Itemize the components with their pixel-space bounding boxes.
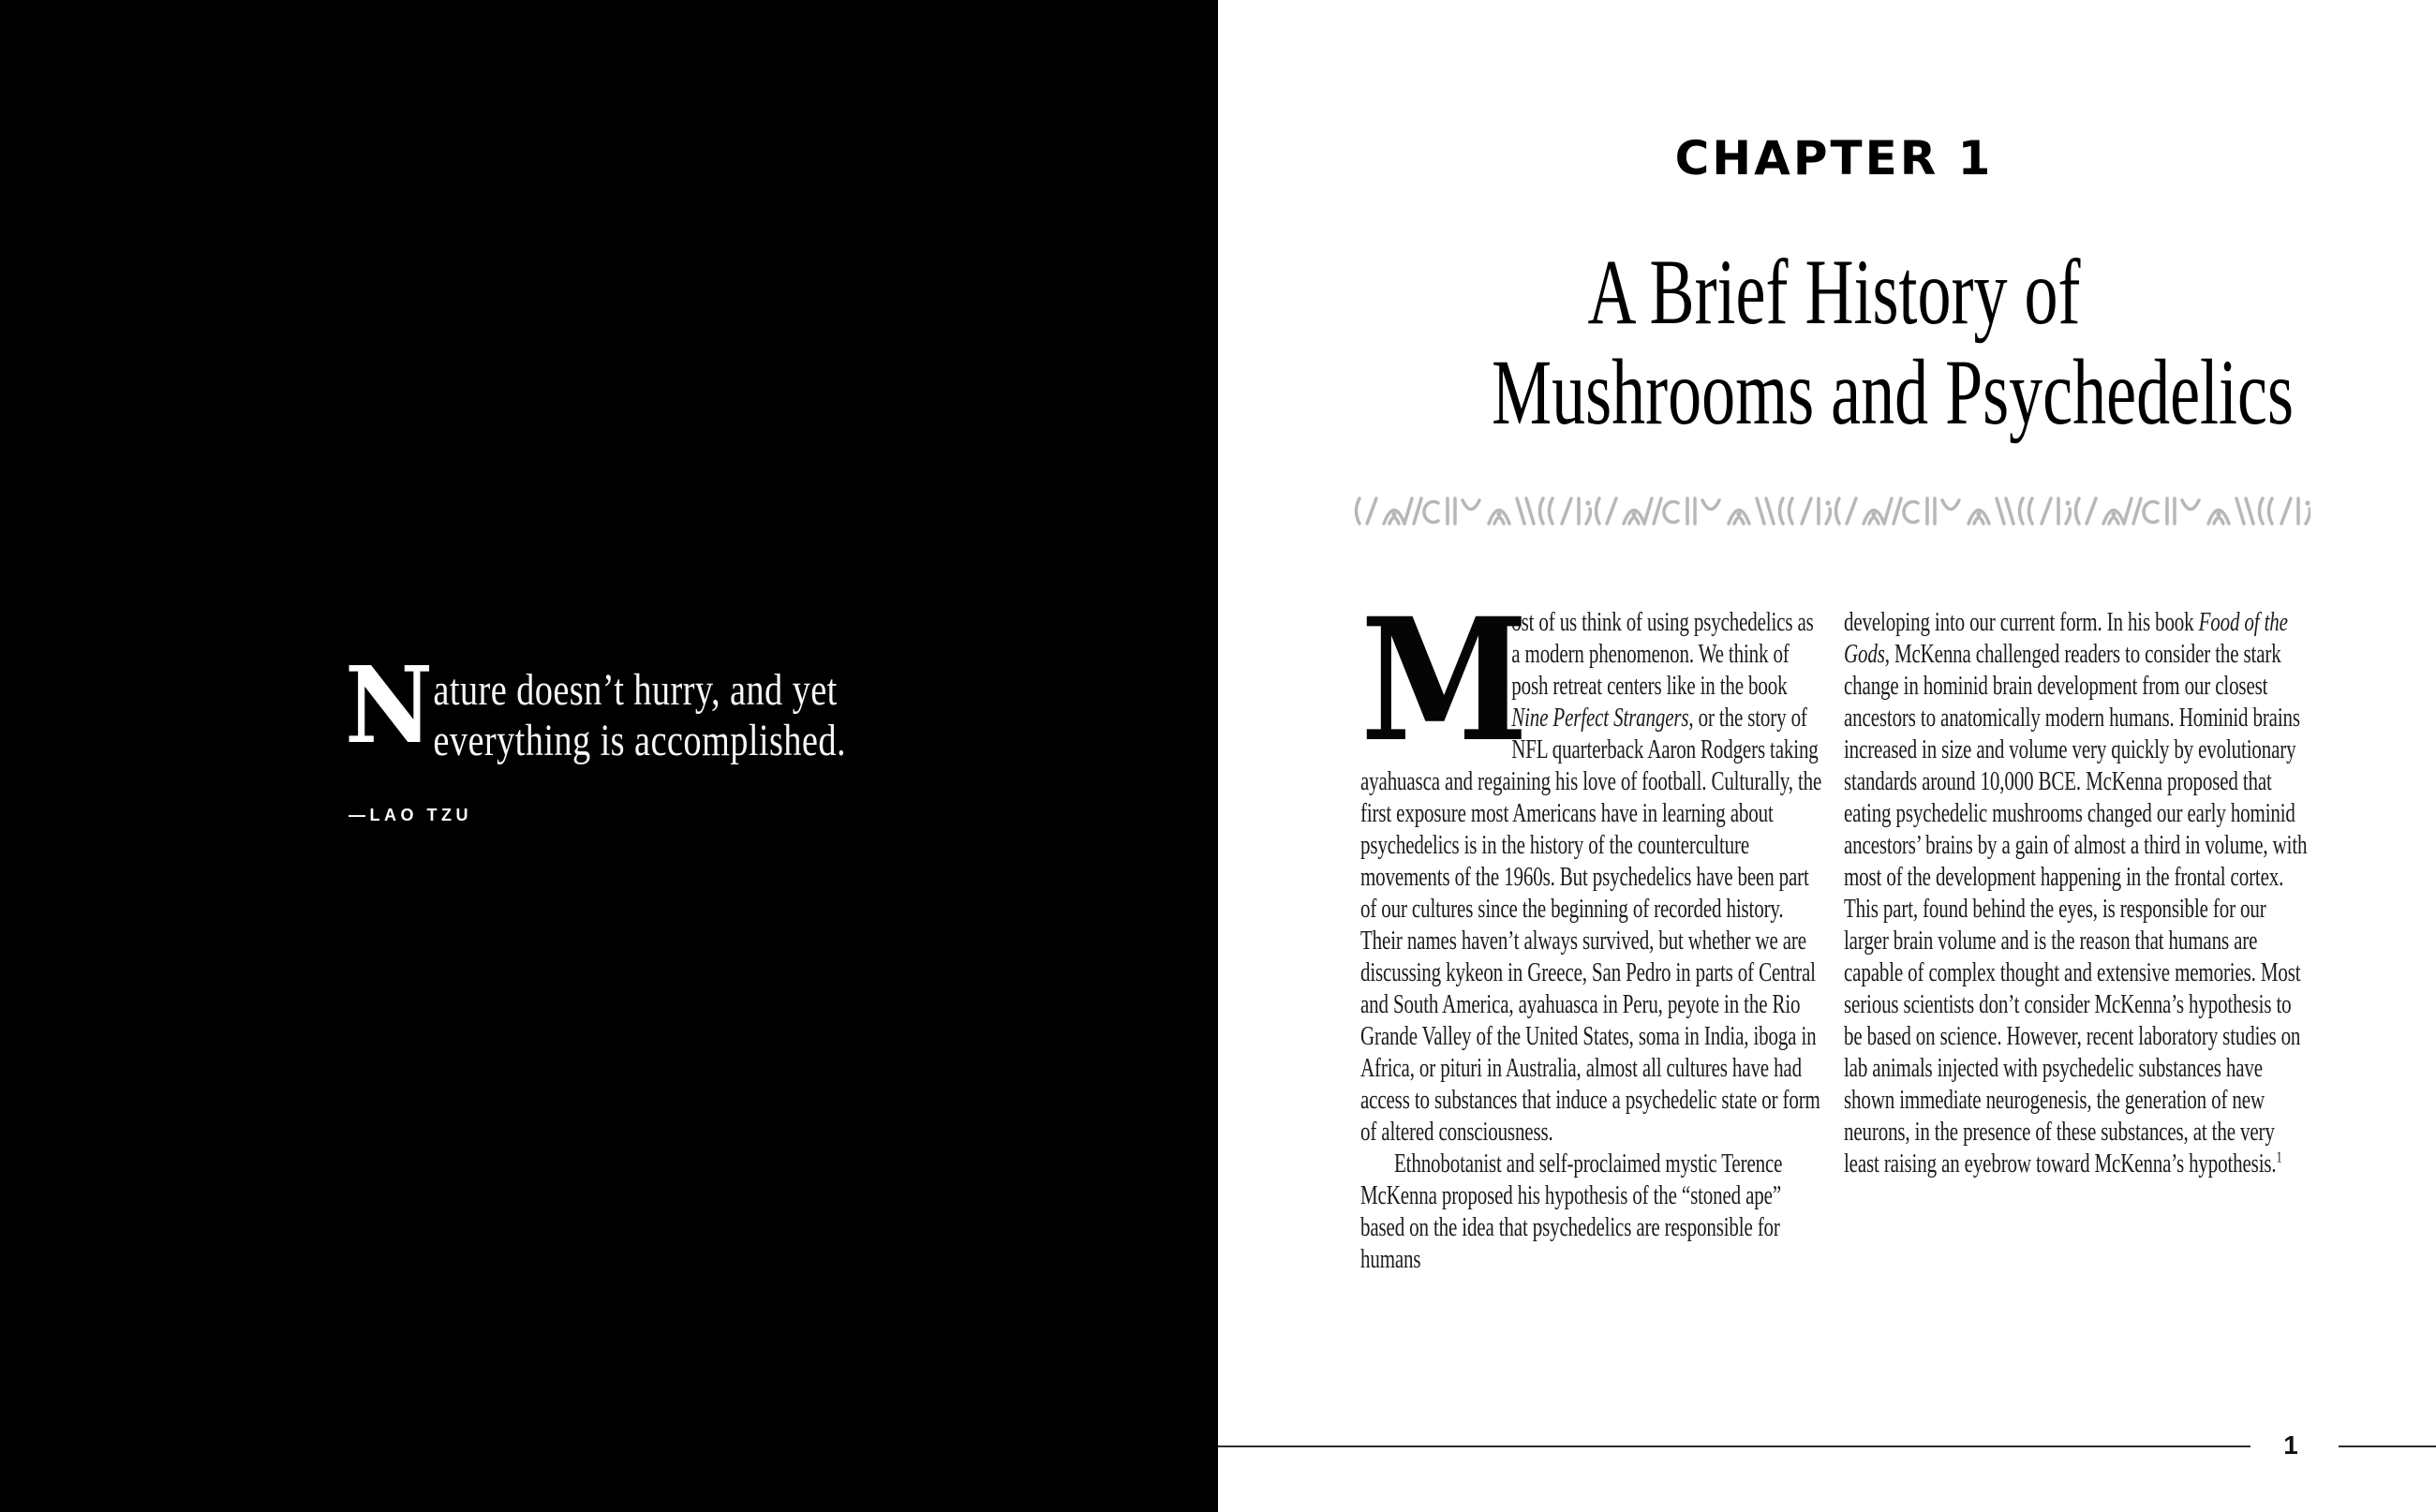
quote-line-1: ature doesn’t hurry, and yet: [433, 665, 838, 715]
chapter-title: [1359, 242, 2310, 442]
tribal-ornament-divider-icon: [1352, 494, 2310, 527]
quote-text-wrapper: [345, 645, 989, 767]
footer-rule-right: [2339, 1445, 2436, 1447]
body-column-2: [1844, 607, 2308, 1180]
quote-drop-cap: [345, 645, 434, 767]
right-page: [1218, 0, 2436, 1512]
chapter-label: CHAPTER 1: [1674, 131, 1994, 185]
quote-attribution: —LAO TZU: [349, 806, 472, 824]
footer-rule-left: [1218, 1445, 2250, 1447]
body-paragraph: Ethnobotanist and self-proclaimed mystic Terence McKenna proposed his hypothesis of the “stoned ape” based on the idea that psychedelics are responsible for humans: [1360, 1149, 1783, 1274]
chapter-title-line-1: A Brief History of: [1587, 240, 2081, 344]
drop-cap-letter: N: [345, 645, 434, 767]
body-paragraph: ost of us think of using psychedelics as a modern phenomenon. We think of posh retreat centers like in the book Nine Perfect Strangers, or the story of NFL quarterback Aaron Rodgers taking ayahuasca and regaining his love of football. Culturally, the first exposure most Americans have in learning about psychedelics is in the history of the counterculture movements of the 1960s. But psychedelics have been part of our cultures since the beginning of recorded history. Their names haven’t always survived, but whether we are discussing kykeon in Greece, San Pedro in parts of Central and South America, ayahuasca in Peru, peyote in the Rio Grande Valley of the United States, soma in India, iboga in Africa, or pituri in Australia, almost all cultures have had access to substances that induce a psychedelic state or form of altered consciousness.: [1360, 608, 1822, 1147]
body-drop-cap: [1360, 582, 1529, 779]
quote-line-2: everything is accomplished.: [433, 716, 846, 765]
body-column-1: [1360, 582, 1824, 1276]
epigraph-quote: [345, 645, 1076, 824]
page-number: 1: [2283, 1430, 2298, 1460]
drop-cap-letter: M: [1360, 582, 1529, 779]
column-2-paragraphs: [1844, 607, 2308, 1180]
chapter-title-line-2: Mushrooms and Psychedelics: [1492, 340, 2295, 444]
body-paragraph: developing into our current form. In his book Food of the Gods, McKenna challenged readers to consider the stark change in hominid brain development from our closest ancestors to anatomically modern humans. Hominid brains increased in size and volume very quickly by evolutionary standards around 10,000 BCE. McKenna proposed that eating psychedelic mushrooms changed our early hominid ancestors’ brains by a gain of almost a third in volume, with most of the development happening in the frontal cortex. This part, found behind the eyes, is responsible for our larger brain volume and is the reason that humans are capable of complex thought and extensive memories. Most serious scientists don’t consider McKenna’s hypothesis to be based on science. However, recent laboratory studies on lab animals injected with psychedelic substances have shown immediate neurogenesis, the generation of new neurons, in the presence of these substances, at the very least raising an eyebrow toward McKenna’s hypothesis.$^1$: [1844, 608, 2308, 1178]
